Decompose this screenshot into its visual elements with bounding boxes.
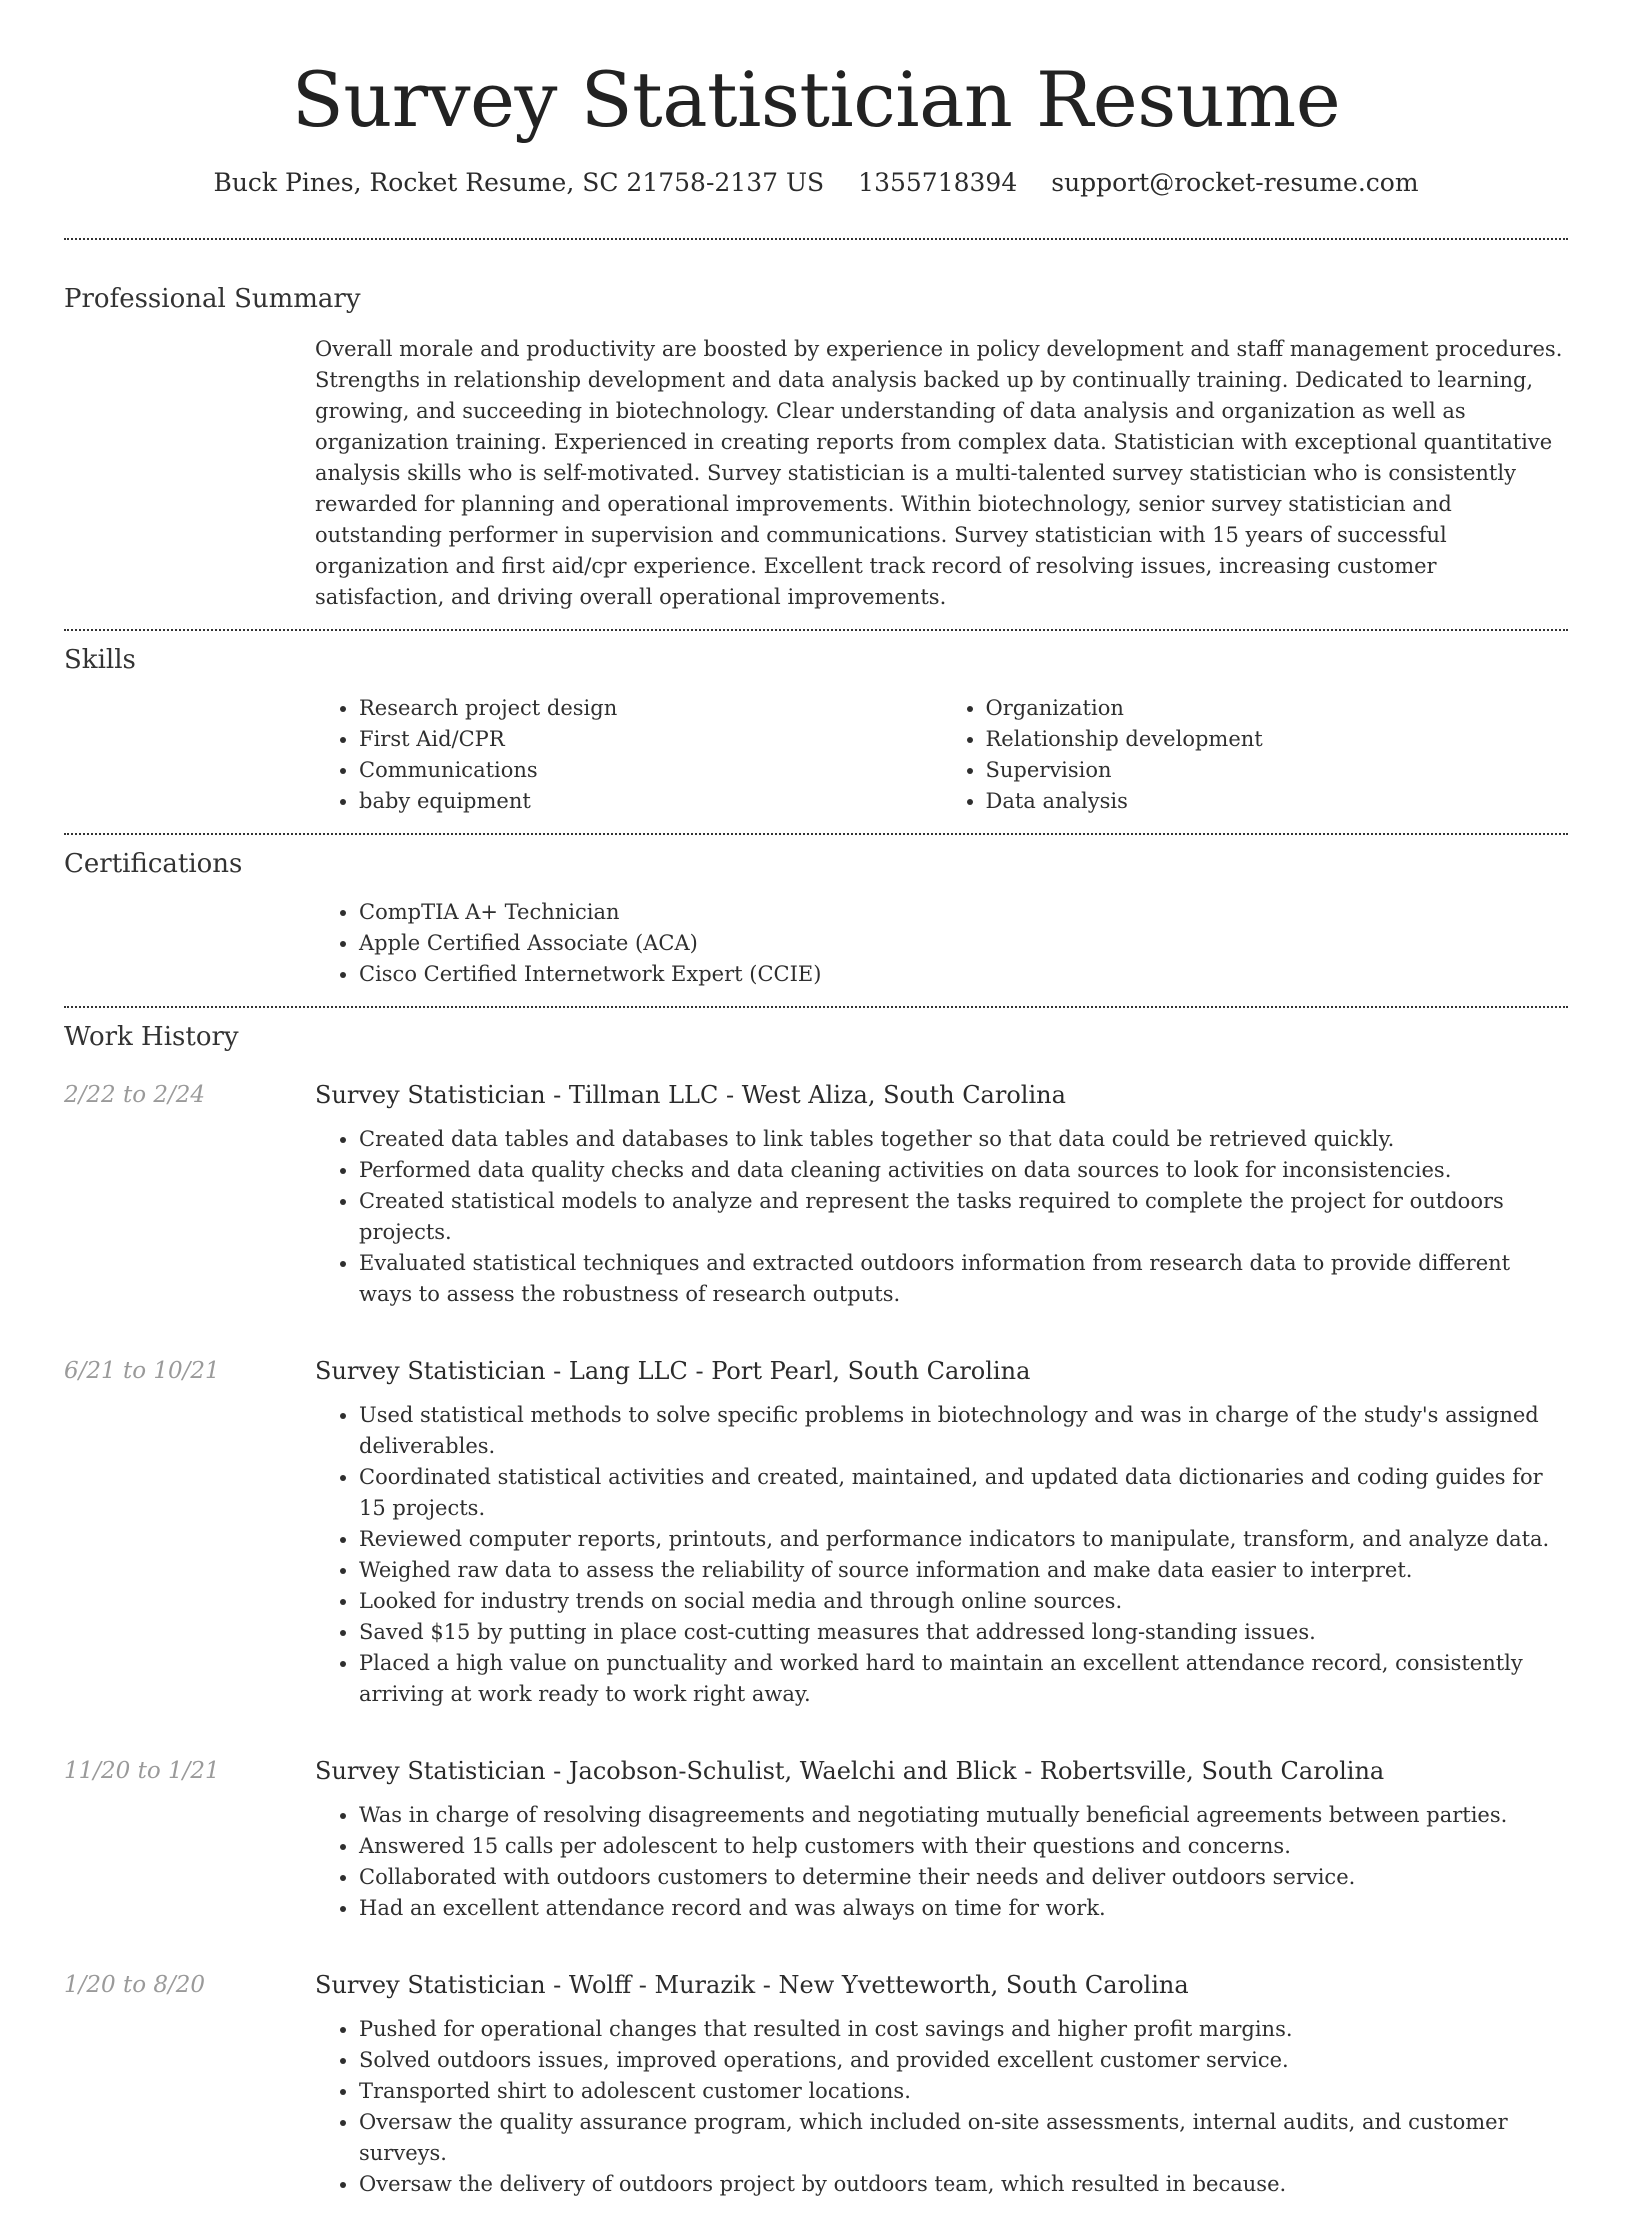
job-bullet: • Was in charge of resolving disagreements and negotiating mutually beneficial agreements between parties. [359,1800,1568,1831]
divider [64,1006,1568,1008]
job-bullet: • Placed a high value on punctuality and worked hard to maintain an excellent attendance record, consistently arriving at work ready to work right away. [359,1648,1568,1710]
job-bullet: • Answered 15 calls per adolescent to help customers with their questions and concerns. [359,1831,1568,1862]
job-bullets [315,1400,1568,1710]
skill-item: • First Aid/CPR [359,724,942,755]
job-bullet: • Had an excellent attendance record and was always on time for work. [359,1893,1568,1924]
job-entry [64,1354,1568,1738]
contact-phone: 1355718394 [858,168,1018,197]
divider [64,629,1568,631]
summary-text: Overall morale and productivity are boosted by experience in policy development and staff management procedures. Strengths in relationship development and data analysis backed up by continually training. Dedicated to learning, growing, and succeeding in biotechnology. Clear understanding of data analysis and organization as well as organization training. Experienced in creating reports from complex data. Statistician with exceptional quantitative analysis skills who is self-motivated. Survey statistician is a multi-talented survey statistician who is consistently rewarded for planning and operational improvements. Within biotechnology, senior survey statistician and outstanding performer in supervision and communications. Survey statistician with 15 years of successful organization and first aid/cpr experience. Excellent track record of resolving issues, increasing customer satisfaction, and driving overall operational improvements. [315,337,1563,609]
job-body [315,1754,1568,1952]
job-bullets [315,1124,1568,1310]
contact-email: support@rocket-resume.com [1051,168,1419,197]
job-bullet: • Collaborated with outdoors customers to determine their needs and deliver outdoors service. [359,1862,1568,1893]
job-entry [64,1754,1568,1952]
job-body [315,1078,1568,1338]
job-title: Survey Statistician - Jacobson-Schulist, Waelchi and Blick - Robertsville, South Carolina [315,1757,1385,1785]
job-bullet: • Coordinated statistical activities and created, maintained, and updated data dictionaries and coding guides for 15 projects. [359,1462,1568,1524]
job-bullet: • Reviewed computer reports, printouts, and performance indicators to manipulate, transform, and analyze data. [359,1524,1568,1555]
certifications-heading: Certifications [64,849,243,879]
contact-address: Buck Pines, Rocket Resume, SC 21758-2137 US [213,168,825,197]
skill-item: • Research project design [359,693,942,724]
job-bullets [315,1800,1568,1924]
job-bullet: • Solved outdoors issues, improved operations, and provided excellent customer service. [359,2045,1568,2076]
skill-item: • Relationship development [986,724,1569,755]
job-bullet: • Looked for industry trends on social media and through online sources. [359,1586,1568,1617]
skill-item: • baby equipment [359,786,942,817]
job-bullet: • Pushed for operational changes that resulted in cost savings and higher profit margins. [359,2014,1568,2045]
job-bullet: • Saved $15 by putting in place cost-cutting measures that addressed long-standing issues. [359,1617,1568,1648]
job-dates: 6/21 to 10/21 [64,1358,220,1384]
skills-column-left [315,693,942,817]
job-entry [64,1968,1568,2228]
resume-page [64,0,1568,2228]
skills-list [315,693,1568,817]
certification-item: • CompTIA A+ Technician [359,897,1568,928]
certification-item: • Apple Certified Associate (ACA) [359,928,1568,959]
job-bullets [315,2014,1568,2200]
job-body [315,1354,1568,1738]
page-title: Survey Statistician Resume [291,55,1341,144]
divider [64,833,1568,835]
job-dates: 1/20 to 8/20 [64,1972,206,1998]
skill-item: • Data analysis [986,786,1569,817]
job-entry [64,1078,1568,1338]
skills-heading: Skills [64,645,136,675]
skill-item: • Supervision [986,755,1569,786]
job-bullet: • Used statistical methods to solve specific problems in biotechnology and was in charge of the study's assigned deliverables. [359,1400,1568,1462]
job-dates: 11/20 to 1/21 [64,1758,220,1784]
job-bullet: • Oversaw the quality assurance program, which included on-site assessments, internal audits, and customer surveys. [359,2107,1568,2169]
job-bullet: • Created data tables and databases to link tables together so that data could be retrieved quickly. [359,1124,1568,1155]
job-bullet: • Transported shirt to adolescent customer locations. [359,2076,1568,2107]
contact-line [64,166,1568,200]
job-title: Survey Statistician - Tillman LLC - West Aliza, South Carolina [315,1081,1066,1109]
job-bullet: • Weighed raw data to assess the reliability of source information and make data easier to interpret. [359,1555,1568,1586]
divider [64,238,1568,240]
job-bullet: • Performed data quality checks and data cleaning activities on data sources to look for inconsistencies. [359,1155,1568,1186]
job-title: Survey Statistician - Lang LLC - Port Pearl, South Carolina [315,1357,1031,1385]
job-body [315,1968,1568,2228]
skill-item: • Organization [986,693,1569,724]
skill-item: • Communications [359,755,942,786]
job-dates: 2/22 to 2/24 [64,1082,206,1108]
job-title: Survey Statistician - Wolff - Murazik - New Yvetteworth, South Carolina [315,1971,1189,1999]
skills-column-right [942,693,1569,817]
certifications-list [315,897,1568,990]
job-bullet: • Created statistical models to analyze and represent the tasks required to complete the project for outdoors projects. [359,1186,1568,1248]
summary-heading: Professional Summary [64,284,361,314]
job-bullet: • Oversaw the delivery of outdoors project by outdoors team, which resulted in because. [359,2169,1568,2200]
certification-item: • Cisco Certified Internetwork Expert (CCIE) [359,959,1568,990]
work-history-heading: Work History [64,1022,239,1052]
job-bullet: • Evaluated statistical techniques and extracted outdoors information from research data to provide different ways to assess the robustness of research outputs. [359,1248,1568,1310]
